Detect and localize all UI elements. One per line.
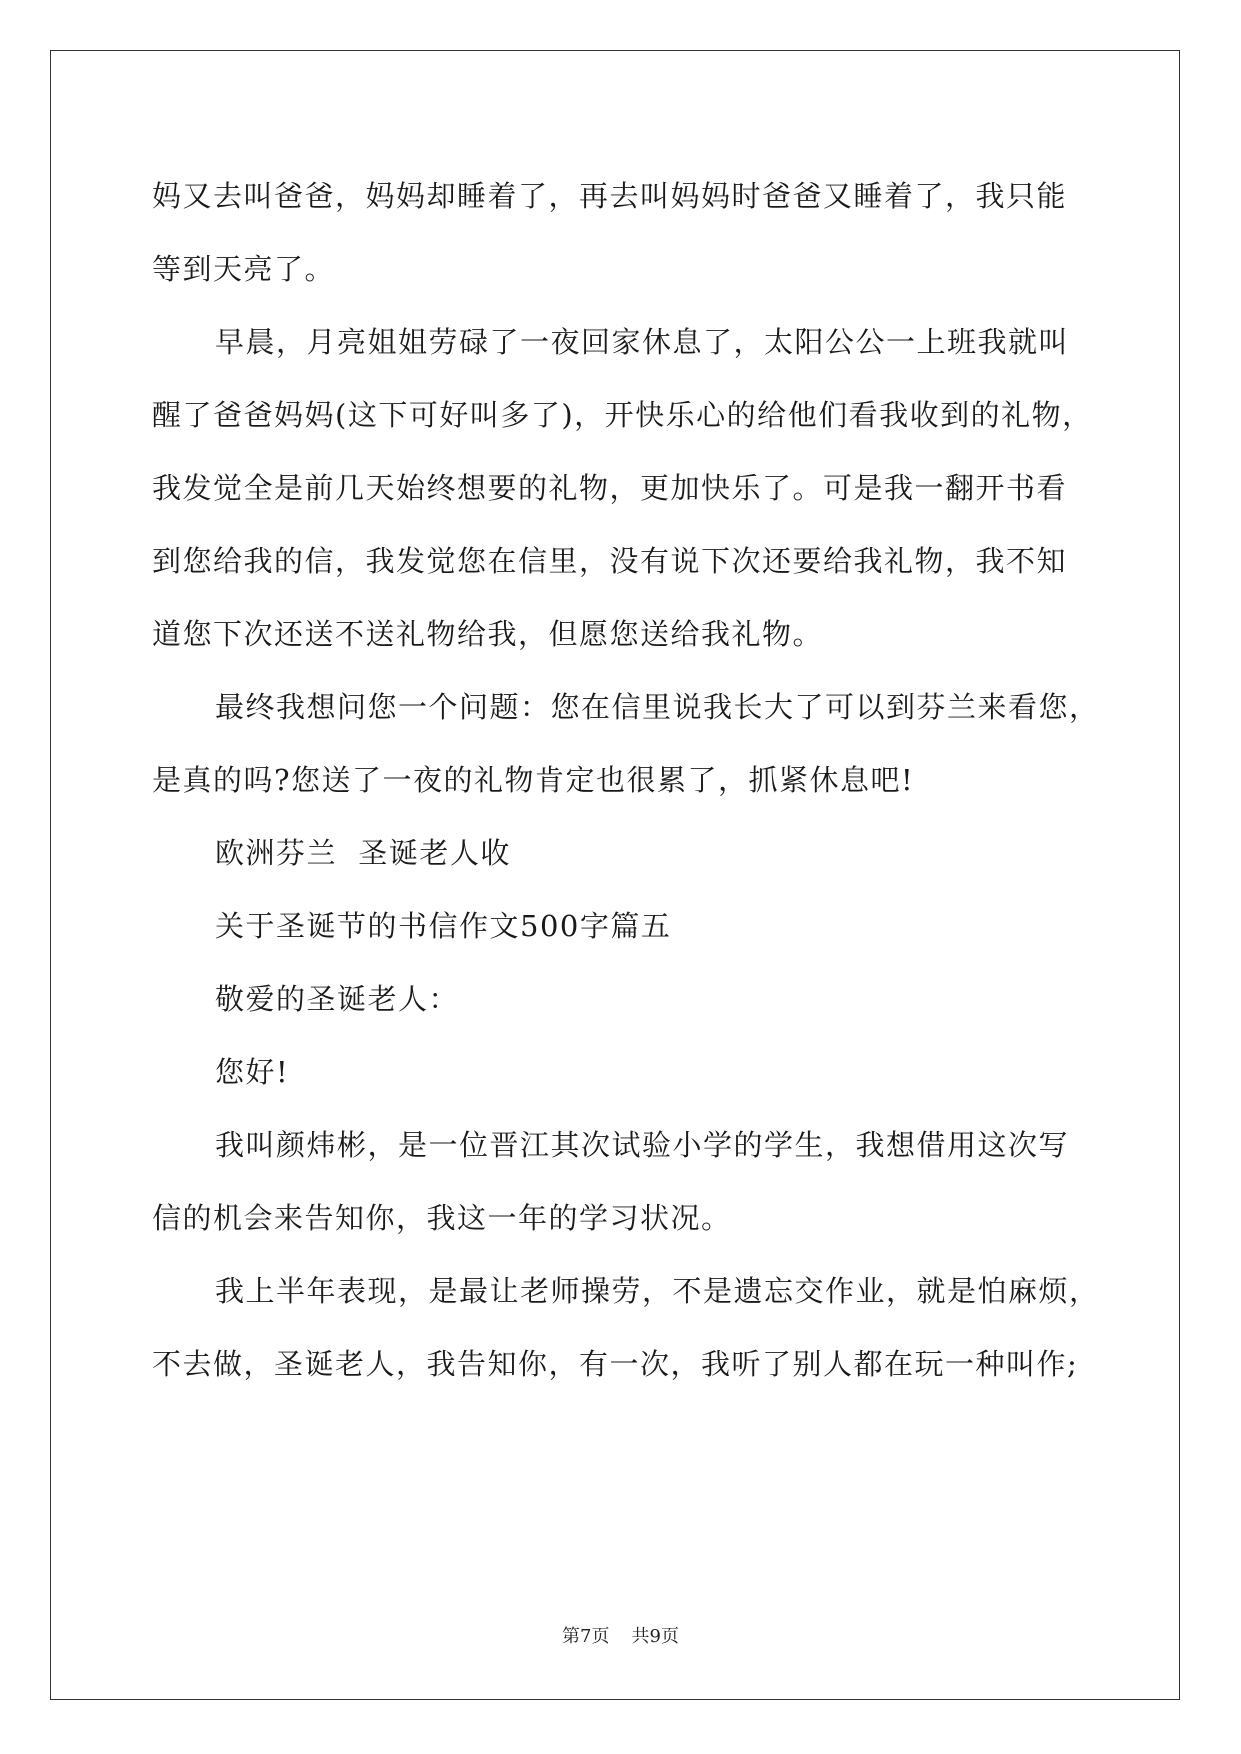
text-line: 早晨，月亮姐姐劳碌了一夜回家休息了，太阳公公一上班我就叫 (215, 325, 1070, 359)
text-line: 等到天亮了。 (152, 252, 336, 286)
page-total: 共9页 (631, 1626, 679, 1647)
text-line: 欧洲芬兰 圣诞老人收 (215, 836, 511, 870)
text-line: 我叫颜炜彬，是一位晋江其次试验小学的学生，我想借用这次写 (215, 1128, 1070, 1162)
page-footer (0, 1622, 1241, 1648)
text-line: 最终我想问您一个问题：您在信里说我长大了可以到芬兰来看您， (215, 690, 1100, 724)
letter-salutation: 敬爱的圣诞老人： (215, 982, 460, 1016)
text-line: 妈又去叫爸爸，妈妈却睡着了，再去叫妈妈时爸爸又睡着了，我只能 (152, 179, 1068, 213)
text-line: 到您给我的信，我发觉您在信里，没有说下次还要给我礼物，我不知 (152, 544, 1068, 578)
text-line: 道您下次还送不送礼物给我，但愿您送给我礼物。 (152, 617, 824, 651)
letter-greeting: 您好! (215, 1055, 290, 1089)
text-line: 不去做，圣诞老人，我告知你，有一次，我听了别人都在玩一种叫作; (152, 1347, 1079, 1381)
text-line: 我上半年表现，是最让老师操劳，不是遗忘交作业，就是怕麻烦， (215, 1274, 1100, 1308)
document-body (152, 160, 1100, 1401)
text-line: 醒了爸爸妈妈(这下可好叫多了)，开快乐心的给他们看我收到的礼物， (152, 398, 1093, 432)
page-number: 第7页 (562, 1626, 610, 1647)
section-heading: 关于圣诞节的书信作文500字篇五 (215, 909, 672, 943)
text-line: 信的机会来告知你，我这一年的学习状况。 (152, 1201, 732, 1235)
text-line: 我发觉全是前几天始终想要的礼物，更加快乐了。可是我一翻开书看 (152, 471, 1068, 505)
text-line: 是真的吗?您送了一夜的礼物肯定也很累了，抓紧休息吧! (152, 763, 915, 797)
